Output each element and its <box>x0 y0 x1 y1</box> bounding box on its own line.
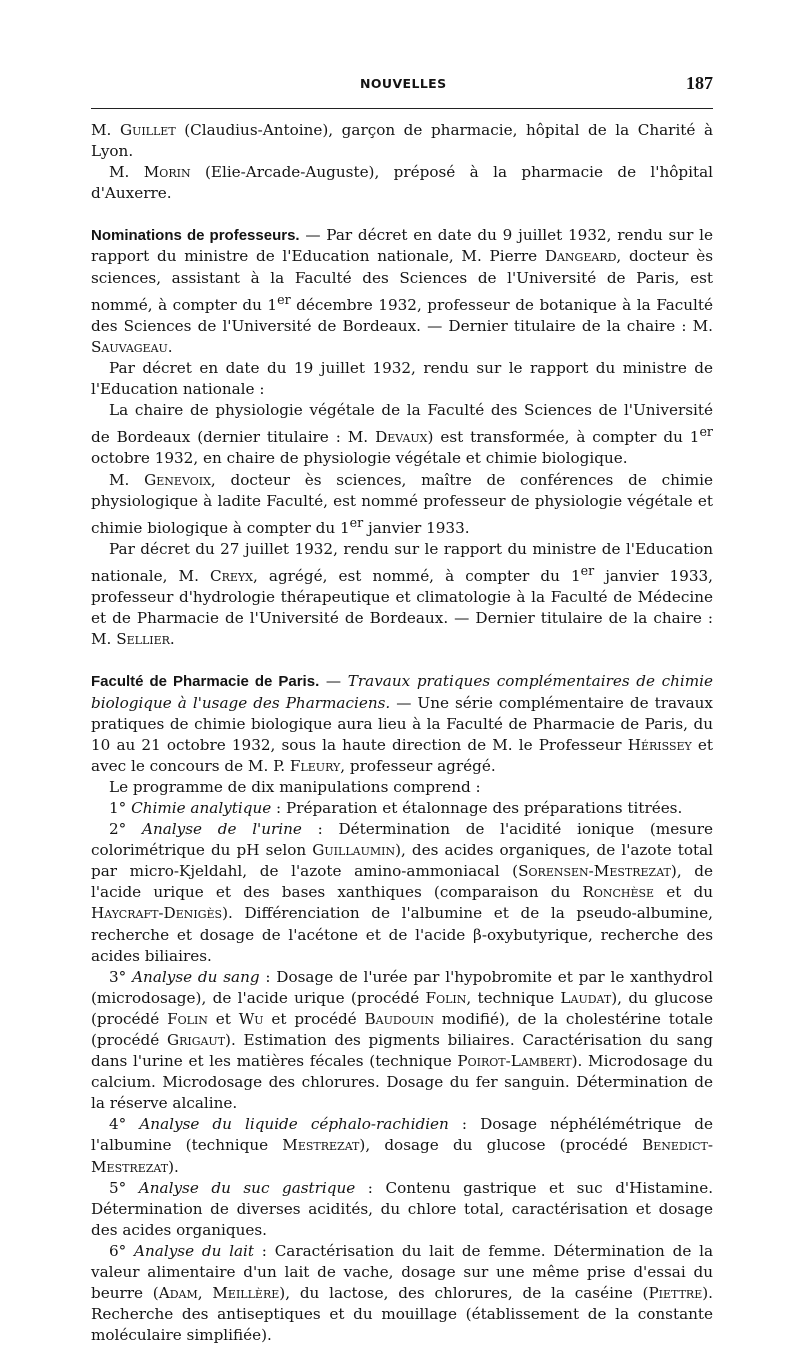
paragraph-morin: M. Morin (Elie-Arcade-Auguste), préposé à la pharmacie de l'hôpital d'Auxerre. <box>91 163 713 203</box>
paragraph-guillet: M. Guillet (Claudius-Antoine), garçon de pharmacie, hôpital de la Charité à Lyon. <box>91 121 713 161</box>
header-title: NOUVELLES <box>360 76 447 91</box>
section-nominations: Nominations de professeurs. — Par décret en date du 9 juillet 1932, rendu sur le rapport du ministre de l'Education nationale, M. Pierre Dangeard, docteur ès sciences, assistant à la Faculté des Sciences de l'Université de Paris, est nommé, à compter du 1er décembre 1932, professeur de botanique à la Faculté des Sciences de l'Université de Bordeaux. — Dernier titulaire de la chaire : M. Sauvageau. <box>91 226 714 356</box>
list-item-sang: 3° Analyse du sang : Dosage de l'urée par l'hypobromite et par le xanthydrol (microdosage), de l'acide urique (procédé Folin, technique Laudat), du glucose (procédé Folin et Wu et procédé Baudouin modifié), de la cholestérine totale (procédé Grigaut). Estimation des pigments biliaires. Caractérisation du sang dans l'urine et les matières fécales (technique Poirot-Lambert). Microdosage du calcium. Microdosage des chlorures. Dosage du fer sanguin. Détermination de la réserve alcaline. <box>91 967 714 1113</box>
section-heading: Nominations de professeurs. <box>91 227 300 245</box>
list-item-lait: 6° Analyse du lait : Caractérisation du lait de femme. Détermination de la valeur alimentaire d'un lait de vache, dosage sur une même prise d'essai du beurre (Adam, Meillère), du lactose, des chlorures, de la caséine (Piettre). Recherche des antiseptiques et du mouillage (établissement de la constante moléculaire simplifiée). <box>91 1241 714 1345</box>
article-body <box>91 120 713 1346</box>
list-item-urine: 2° Analyse de l'urine : Détermination de l'acidité ionique (mesure colorimétrique du pH selon Guillaumin), des acides organiques, de l'azote total par micro-Kjeldahl, de l'azote amino-ammoniacal (Sorensen-Mestrezat), de l'acide urique et des bases xanthiques (comparaison du Ronchèse et du Haycraft-Denigès). Différenciation de l'albumine et de la pseudo-albumine, recherche et dosage de l'acétone et de l'acide β-oxybutyrique, recherche des acides biliaires. <box>91 820 714 965</box>
person-name: Morin <box>143 163 191 182</box>
person-name: Guillet <box>119 121 176 139</box>
list-item-liquide-cephalo: 4° Analyse du liquide céphalo-rachidien : Dosage néphélémétrique de l'albumine (technique Mestrezat), dosage du glucose (procédé Benedict-Mestrezat). <box>91 1115 713 1176</box>
page-number: 187 <box>686 73 713 93</box>
running-header <box>91 73 713 96</box>
paragraph-programme: Le programme de dix manipulations comprend : <box>109 777 481 796</box>
paragraph-chaire-physiologie: La chaire de physiologie végétale de la Faculté des Sciences de l'Université de Bordeaux (dernier titulaire : M. Devaux) est transformée, à compter du 1er octobre 1932, en chaire de physiologie végétale et chimie biologique. <box>91 401 713 468</box>
section-heading: Faculté de Pharmacie de Paris. <box>91 673 320 691</box>
paragraph-genevoix: M. Genevoix, docteur ès sciences, maître de conférences de chimie physiologique à ladite Faculté, est nommé professeur de physiologie végétale et chimie biologique à compter du 1er janvier 1933. <box>91 470 713 537</box>
section-faculte-pharmacie: Faculté de Pharmacie de Paris. — Travaux pratiques complémentaires de chimie biologique à l'usage des Pharmaciens. — Une série complémentaire de travaux pratiques de chimie biologique aura lieu à la Faculté de Pharmacie de Paris, du 10 au 21 octobre 1932, sous la haute direction de M. le Professeur Hérissey et avec le concours de M. P. Fleury, professeur agrégé. <box>91 672 714 775</box>
list-item-chimie-analytique: 1° Chimie analytique : Préparation et étalonnage des préparations titrées. <box>109 798 683 817</box>
paragraph-decret-19: Par décret en date du 19 juillet 1932, rendu sur le rapport du ministre de l'Education nationale : <box>91 359 713 399</box>
paragraph-creyx: Par décret du 27 juillet 1932, rendu sur le rapport du ministre de l'Education nationale, M. Creyx, agrégé, est nommé, à compter du 1er janvier 1933, professeur d'hydrologie thérapeutique et climatologie à la Faculté de Médecine et de Pharmacie de l'Université de Bordeaux. — Dernier titulaire de la chaire : M. Sellier. <box>91 539 713 649</box>
header-rule <box>91 108 713 109</box>
list-item-suc-gastrique: 5° Analyse du suc gastrique : Contenu gastrique et suc d'Histamine. Détermination de diverses acidités, du chlore total, caractérisation et dosage des acides organiques. <box>91 1178 714 1239</box>
